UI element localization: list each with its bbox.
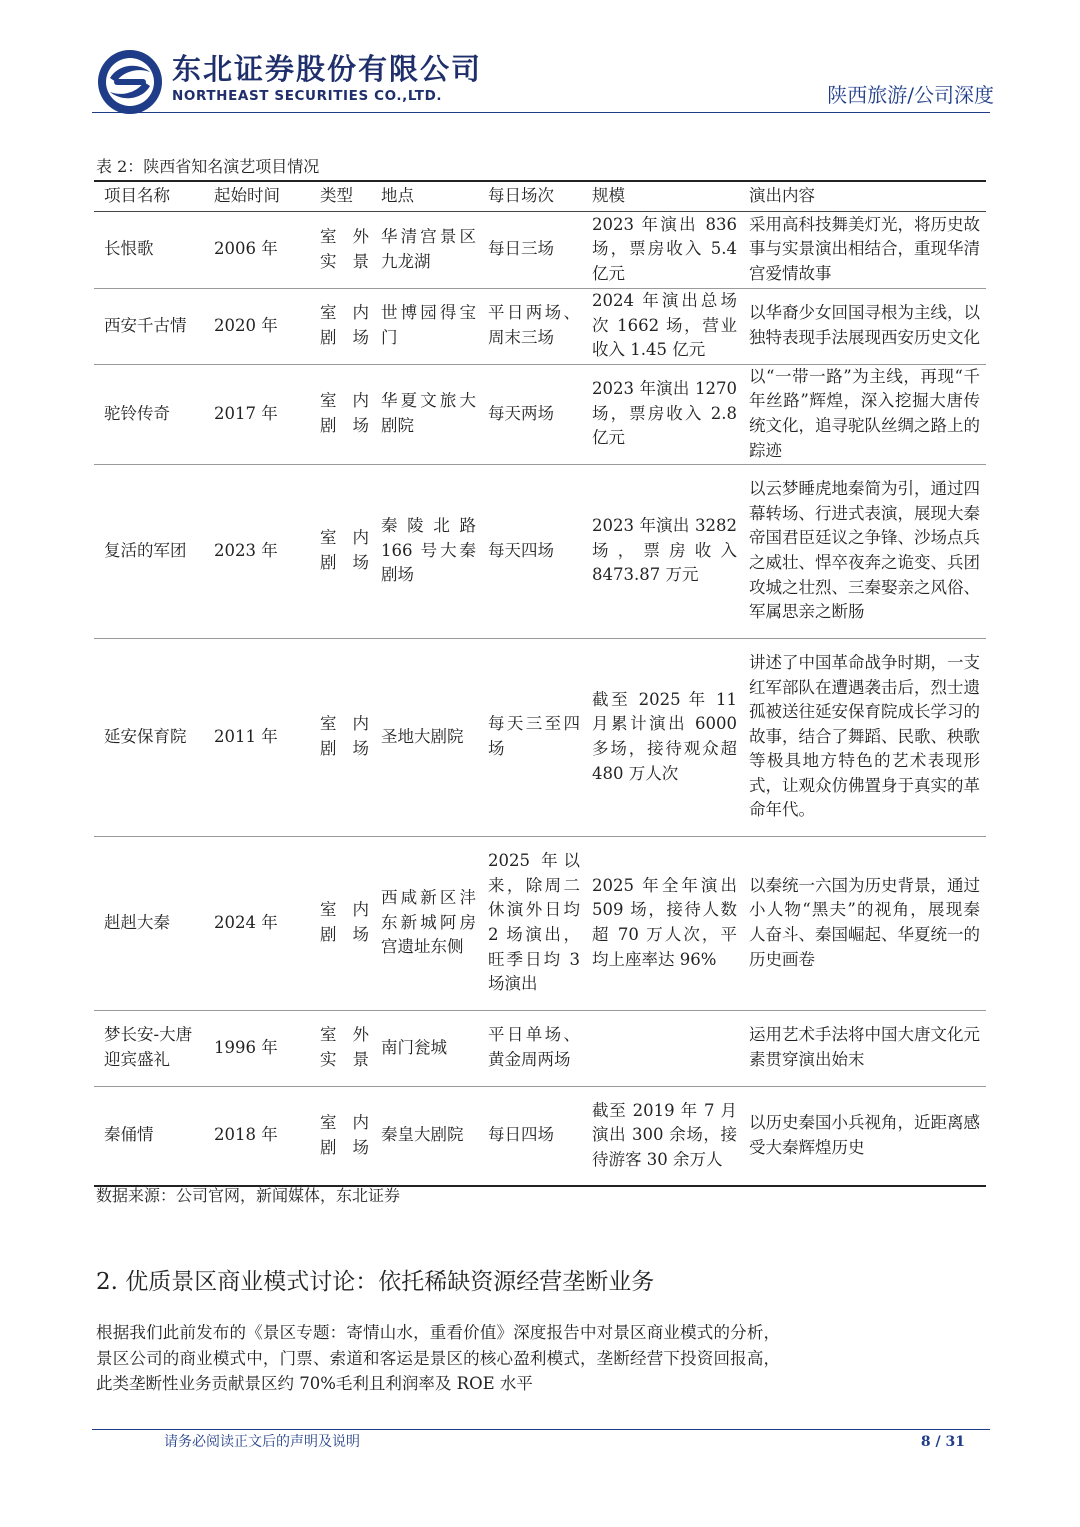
- header-scale: 规模: [586, 181, 743, 211]
- cell-project-name: 赳赳大秦: [94, 836, 208, 1010]
- table-row: [94, 364, 986, 464]
- cell-location: 华夏文旅大剧院: [375, 364, 482, 464]
- cell-content: 以云梦睡虎地秦简为引，通过四幕转场、行进式表演，展现大秦帝国君臣廷议之争锋、沙场点兵之威壮、悍卒夜奔之诡变、兵团攻城之壮烈、三秦娶亲之风俗、军属思亲之断肠: [743, 464, 986, 638]
- cell-scale: 2025 年全年演出 509 场，接待人数超 70 万人次，平均上座率达 96%: [586, 836, 743, 1010]
- company-logo-icon: [96, 48, 164, 116]
- cell-start-year: 2006 年: [208, 211, 314, 288]
- header-project-name: 项目名称: [94, 181, 208, 211]
- cell-content: 讲述了中国革命战争时期，一支红军部队在遭遇袭击后，烈士遗孤被送往延安保育院成长学习的故事，结合了舞蹈、民歌、秧歌等极具地方特色的艺术表现形式，让观众仿佛置身于真实的革命年代。: [743, 638, 986, 836]
- cell-type: 室内剧场: [314, 364, 375, 464]
- cell-daily-shows: 每日三场: [482, 211, 586, 288]
- table-row: [94, 836, 986, 1010]
- cell-project-name: 延安保育院: [94, 638, 208, 836]
- cell-type: 室外实景: [314, 211, 375, 288]
- cell-start-year: 2024 年: [208, 836, 314, 1010]
- cell-scale: 2023 年演出 836 场，票房收入 5.4 亿元: [586, 211, 743, 288]
- cell-daily-shows: 每天两场: [482, 364, 586, 464]
- table-row: [94, 288, 986, 364]
- cell-project-name: 长恨歌: [94, 211, 208, 288]
- footer-divider: [92, 1429, 990, 1430]
- header-start-year: 起始时间: [208, 181, 314, 211]
- cell-start-year: 1996 年: [208, 1010, 314, 1086]
- cell-daily-shows: 每日四场: [482, 1086, 586, 1186]
- cell-scale: 截至 2019 年 7 月演出 300 余场，接待游客 30 余万人: [586, 1086, 743, 1186]
- header-content: 演出内容: [743, 181, 986, 211]
- cell-daily-shows: 平日单场、黄金周两场: [482, 1010, 586, 1086]
- cell-location: 世博园得宝门: [375, 288, 482, 364]
- company-name-en: NORTHEAST SECURITIES CO.,LTD.: [172, 88, 443, 104]
- page-header: [0, 0, 1080, 120]
- cell-start-year: 2020 年: [208, 288, 314, 364]
- table-row: [94, 1086, 986, 1186]
- cell-location: 西咸新区沣东新城阿房宫遗址东侧: [375, 836, 482, 1010]
- performance-table-container: [94, 180, 986, 1187]
- table-header-row: [94, 181, 986, 211]
- cell-start-year: 2017 年: [208, 364, 314, 464]
- cell-location: 圣地大剧院: [375, 638, 482, 836]
- table-caption: 表 2：陕西省知名演艺项目情况: [96, 157, 320, 176]
- company-name-cn: 东北证券股份有限公司: [172, 52, 483, 86]
- cell-content: 以历史秦国小兵视角，近距离感受大秦辉煌历史: [743, 1086, 986, 1186]
- cell-content: 以华裔少女回国寻根为主线，以独特表现手法展现西安历史文化: [743, 288, 986, 364]
- body-paragraph: 根据我们此前发布的《景区专题：寄情山水，重看价值》深度报告中对景区商业模式的分析，景区公司的商业模式中，门票、索道和客运是景区的核心盈利模式，垄断经营下投资回报高，此类垄断性业务贡献景区约 70%毛利且利润率及 ROE 水平: [96, 1323, 780, 1393]
- performance-table: [94, 180, 986, 1187]
- cell-location: 南门瓮城: [375, 1010, 482, 1086]
- cell-start-year: 2011 年: [208, 638, 314, 836]
- cell-type: 室内剧场: [314, 464, 375, 638]
- header-type: 类型: [314, 181, 375, 211]
- cell-location: 秦陵北路 166 号大秦剧场: [375, 464, 482, 638]
- cell-project-name: 西安千古情: [94, 288, 208, 364]
- report-tag: 陕西旅游/公司深度: [827, 83, 994, 107]
- cell-project-name: 梦长安-大唐迎宾盛礼: [94, 1010, 208, 1086]
- header-divider: [92, 112, 990, 113]
- cell-start-year: 2023 年: [208, 464, 314, 638]
- cell-type: 室内剧场: [314, 1086, 375, 1186]
- data-source-note: 数据来源：公司官网，新闻媒体，东北证券: [96, 1186, 401, 1205]
- cell-start-year: 2018 年: [208, 1086, 314, 1186]
- page-number: 8 / 31: [920, 1434, 965, 1450]
- cell-project-name: 秦俑情: [94, 1086, 208, 1186]
- cell-type: 室内剧场: [314, 288, 375, 364]
- table-row: [94, 1010, 986, 1086]
- table-row: [94, 211, 986, 288]
- section-heading: 2. 优质景区商业模式讨论：依托稀缺资源经营垄断业务: [96, 1269, 655, 1295]
- cell-type: 室内剧场: [314, 638, 375, 836]
- table-row: [94, 464, 986, 638]
- header-daily-shows: 每日场次: [482, 181, 586, 211]
- cell-type: 室外实景: [314, 1010, 375, 1086]
- header-location: 地点: [375, 181, 482, 211]
- cell-location: 华清宫景区九龙湖: [375, 211, 482, 288]
- cell-daily-shows: 每天四场: [482, 464, 586, 638]
- footer-disclaimer: 请务必阅读正文后的声明及说明: [164, 1434, 360, 1450]
- cell-project-name: 复活的军团: [94, 464, 208, 638]
- cell-scale: [586, 1010, 743, 1086]
- cell-content: 以秦统一六国为历史背景，通过小人物“黑夫”的视角，展现秦人奋斗、秦国崛起、华夏统一的历史画卷: [743, 836, 986, 1010]
- cell-type: 室内剧场: [314, 836, 375, 1010]
- cell-project-name: 驼铃传奇: [94, 364, 208, 464]
- cell-scale: 2023 年演出 3282 场，票房收入 8473.87 万元: [586, 464, 743, 638]
- cell-daily-shows: 2025 年以来，除周二休演外日均 2 场演出，旺季日均 3 场演出: [482, 836, 586, 1010]
- cell-location: 秦皇大剧院: [375, 1086, 482, 1186]
- cell-content: 采用高科技舞美灯光，将历史故事与实景演出相结合，重现华清宫爱情故事: [743, 211, 986, 288]
- cell-scale: 2023 年演出 1270 场，票房收入 2.8 亿元: [586, 364, 743, 464]
- cell-daily-shows: 平日两场、周末三场: [482, 288, 586, 364]
- table-row: [94, 638, 986, 836]
- cell-scale: 截至 2025 年 11 月累计演出 6000 多场，接待观众超 480 万人次: [586, 638, 743, 836]
- cell-scale: 2024 年演出总场次 1662 场，营业收入 1.45 亿元: [586, 288, 743, 364]
- cell-content: 以“一带一路”为主线，再现“千年丝路”辉煌，深入挖掘大唐传统文化，追寻驼队丝绸之路上的踪迹: [743, 364, 986, 464]
- cell-daily-shows: 每天三至四场: [482, 638, 586, 836]
- cell-content: 运用艺术手法将中国大唐文化元素贯穿演出始末: [743, 1010, 986, 1086]
